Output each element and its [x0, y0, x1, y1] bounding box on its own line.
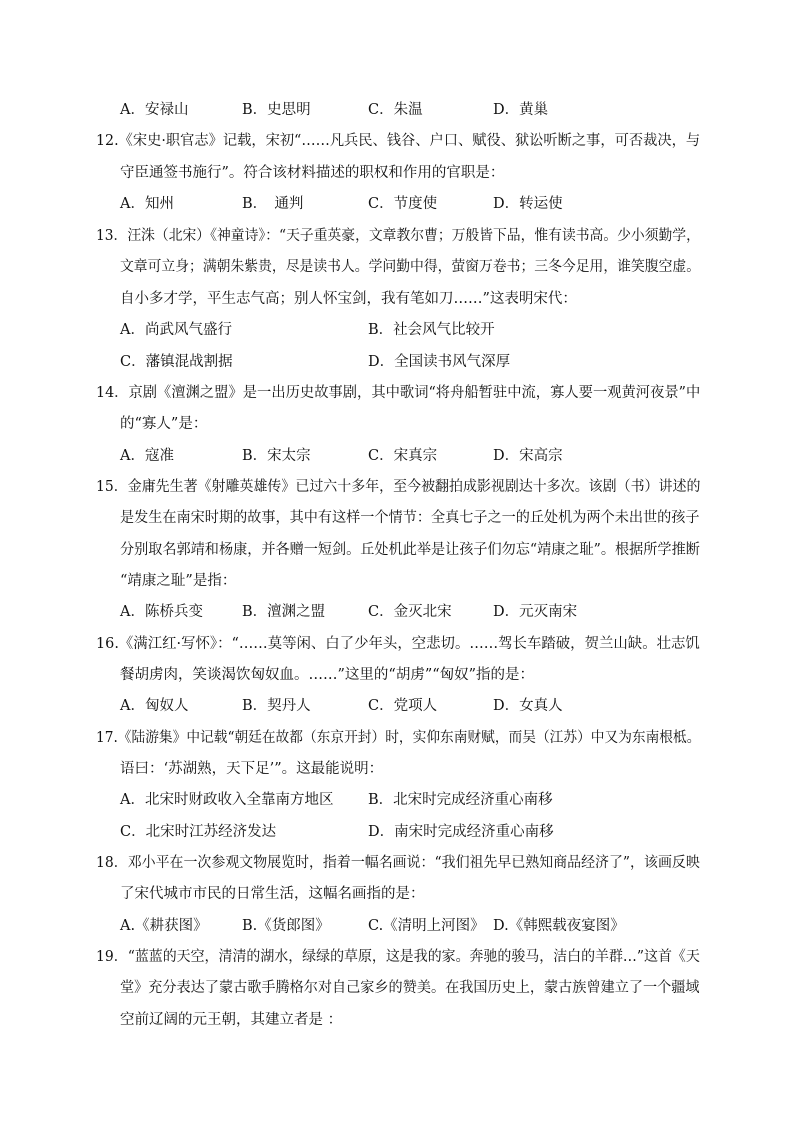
q12-option-b: B． 通判	[242, 196, 304, 212]
q14-option-c: C．宋真宗	[368, 448, 438, 464]
q17-option-c: C．北宋时江苏经济发达	[120, 824, 277, 840]
q11-option-d: D．黄巢	[493, 102, 549, 118]
q15-option-c: C．金灭北宋	[368, 604, 452, 620]
q17-option-a: A．北宋时财政收入全靠南方地区	[120, 792, 334, 808]
q18-option-a: A.《耕获图》	[120, 918, 208, 934]
q14-option-d: D．宋高宗	[493, 448, 563, 464]
q16-option-d: D．女真人	[493, 698, 563, 714]
q14-line-2: 的“寡人”是：	[120, 416, 208, 432]
q14-line-1: 14．京剧《澶渊之盟》是一出历史故事剧，其中歌词“将舟船暂驻中流，寡人要一观黄河夜景”中	[96, 385, 701, 401]
q12-option-c: C．节度使	[368, 196, 438, 212]
q16-option-b: B．契丹人	[242, 698, 311, 714]
q18-option-d: D.《韩熙载夜宴图》	[493, 918, 625, 934]
q16-option-a: A．匈奴人	[120, 698, 189, 714]
q11-option-b: B．史思明	[242, 102, 311, 118]
q19-line-2: 堂》充分表达了蒙古歌手腾格尔对自己家乡的赞美。在我国历史上，蒙古族曾建立了一个疆域	[120, 980, 700, 996]
q16-option-c: C．党项人	[368, 698, 438, 714]
q15-line-4: “靖康之耻”是指：	[120, 573, 237, 589]
q13-option-d: D．全国读书风气深厚	[368, 354, 511, 370]
q18-line-2: 了宋代城市市民的日常生活，这幅名画指的是：	[120, 886, 425, 902]
q17-option-b: B．北宋时完成经济重心南移	[368, 792, 553, 808]
q13-line-2: 文章可立身；满朝朱紫贵，尽是读书人。学问勤中得，萤窗万卷书；三冬今足用，谁笑腹空虚。	[120, 259, 701, 275]
q13-option-a: A．尚武风气盛行	[120, 322, 232, 338]
q15-option-b: B．澶渊之盟	[242, 604, 326, 620]
q15-option-a: A．陈桥兵变	[120, 604, 203, 620]
q18-line-1: 18．邓小平在一次参观文物展览时，指着一幅名画说：“我们祖先早已熟知商品经济了”，该画反映	[96, 855, 700, 871]
q14-option-b: B．宋太宗	[242, 448, 311, 464]
q18-option-c: C.《清明上河图》	[368, 918, 485, 934]
q11-option-a: A．安禄山	[120, 102, 189, 118]
q12-option-d: D．转运使	[493, 196, 563, 212]
q13-line-1: 13．汪洙（北宋）《神童诗》：“天子重英豪，文章教尔曹；万般皆下品，惟有读书高。少小须勤学，	[96, 228, 700, 244]
q15-option-d: D．元灭南宋	[493, 604, 578, 620]
q13-option-c: C．藩镇混战割据	[120, 354, 233, 370]
q19-line-3: 空前辽阔的元王朝，其建立者是 ：	[120, 1012, 343, 1028]
q19-line-1: 19．“蓝蓝的天空，清清的湖水，绿绿的草原，这是我的家。奔驰的骏马，洁白的羊群…”这首《天	[96, 949, 700, 965]
q18-option-b: B.《货郎图》	[242, 918, 330, 934]
q17-line-1: 17.《陆游集》中记载“朝廷在故都（东京开封）时，实仰东南财赋，而吴（江苏）中又为东南根柢。	[96, 730, 701, 746]
q15-line-1: 15．金庸先生著《射雕英雄传》已过六十多年，至今被翻拍成影视剧达十多次。该剧（书）讲述的	[96, 479, 701, 495]
q17-option-d: D．南宋时完成经济重心南移	[368, 824, 554, 840]
q12-line-2: 守臣通签书施行”。符合该材料描述的职权和作用的官职是：	[120, 165, 505, 181]
q16-line-2: 餐胡虏肉，笑谈渴饮匈奴血。……”这里的“胡虏”“匈奴”指的是：	[120, 667, 535, 683]
q11-option-c: C．朱温	[368, 102, 423, 118]
q13-line-3: 自小多才学，平生志气高；别人怀宝剑，我有笔如刀……”这表明宋代：	[120, 291, 577, 307]
q12-option-a: A．知州	[120, 196, 174, 212]
q14-option-a: A．寇准	[120, 448, 174, 464]
q12-line-1: 12.《宋史·职官志》记载，宋初“……凡兵民、钱谷、户口、赋役、狱讼听断之事，可否裁决，与	[96, 133, 701, 149]
q16-line-1: 16.《满江红·写怀》：“……莫等闲、白了少年头，空悲切。……驾长车踏破，贺兰山缺。壮志饥	[96, 636, 700, 652]
q17-line-2: 语曰：‘苏湖熟，天下足’”。这最能说明：	[120, 761, 384, 777]
q15-line-2: 是发生在南宋时期的故事，其中有这样一个情节：全真七子之一的丘处机为两个未出世的孩子	[120, 510, 700, 526]
q15-line-3: 分别取名郭靖和杨康，并各赠一短剑。丘处机此举是让孩子们勿忘“靖康之耻”。根据所学推断	[120, 542, 700, 558]
q13-option-b: B．社会风气比较开	[368, 322, 495, 338]
